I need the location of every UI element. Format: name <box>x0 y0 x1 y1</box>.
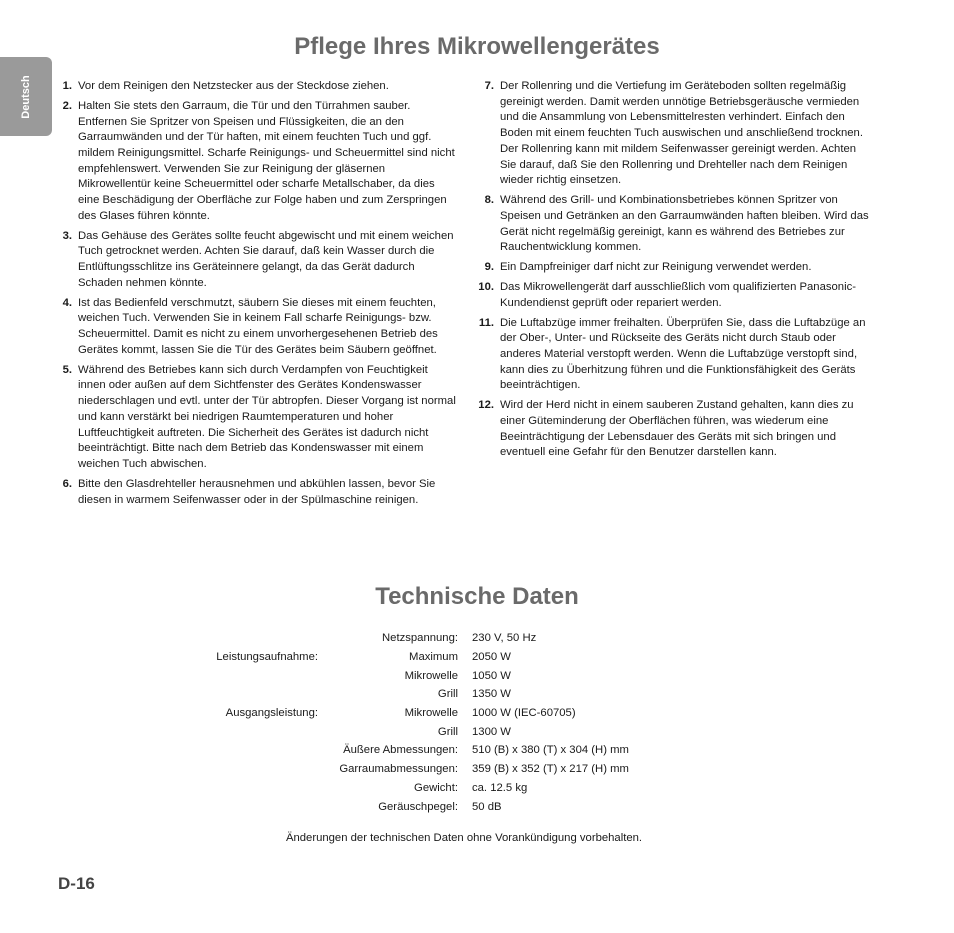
spec-label: Mikrowelle <box>404 707 458 720</box>
care-item-text: Ist das Bedienfeld verschmutzt, säubern Sie dieses mit einem feuchten, weichen Tuch. Verwenden Sie in keinem Fall scharfe Reinigungs- bzw. Scheuermittel. Damit es nicht zu einem unvorhergesehenen Betrieb des Gerätes kommt, lassen Sie die Tür des Gerätes beim Säubern geöffnet. <box>78 296 438 356</box>
care-item-text: Das Mikrowellengerät darf ausschließlich vom qualifizierten Panasonic-Kundendienst geprüft oder repariert werden. <box>500 281 857 309</box>
spec-group <box>198 629 318 648</box>
specs-table <box>0 629 954 816</box>
care-item-number: 1. <box>62 80 72 92</box>
spec-group <box>198 741 318 760</box>
spec-row <box>0 797 954 816</box>
care-item-text: Wird der Herd nicht in einem sauberen Zustand gehalten, kann dies zu einer Güteminderung der Oberflächen führen, was wiederum eine Beeinträchtigung der Lebensdauer des Geräts mit sich bringen und eventuell eine Gefahr für den Benutzer darstellen kann. <box>500 399 854 459</box>
page-number: D-16 <box>58 874 95 893</box>
spec-group <box>198 685 318 704</box>
spec-value: 1300 W <box>472 725 511 738</box>
spec-label: Garraumabmessungen: <box>339 763 458 776</box>
spec-label: Grill <box>437 725 458 738</box>
care-item-text: Das Gehäuse des Gerätes sollte feucht abgewischt und mit einem weichen Tuch getrocknet werden. Achten Sie darauf, daß kein Wasser durch die Entlüftungsschlitze ins Geräteinnere gelangt, da das Gerät dadurch Schaden nehmen könnte. <box>78 229 454 289</box>
spec-group <box>198 797 318 816</box>
spec-label: Geräuschpegel: <box>378 800 458 813</box>
language-tab <box>0 57 52 136</box>
spec-row <box>0 760 954 779</box>
spec-value: 230 V, 50 Hz <box>472 632 537 645</box>
care-item-5 <box>57 363 457 473</box>
care-item-1 <box>57 79 457 95</box>
care-item-number: 7. <box>484 80 494 92</box>
care-item-text: Bitte den Glasdrehteller herausnehmen und abkühlen lassen, bevor Sie diesen in warmem Seifenwasser oder in der Spülmaschine reinigen. <box>78 477 436 506</box>
spec-value: 359 (B) x 352 (T) x 217 (H) mm <box>472 763 629 776</box>
spec-value: 1350 W <box>472 688 511 701</box>
spec-value: 50 dB <box>472 800 502 813</box>
spec-label: Grill <box>437 688 458 701</box>
care-item-2 <box>57 99 457 225</box>
care-item-number: 3. <box>62 229 72 242</box>
spec-value: ca. 12.5 kg <box>472 781 528 794</box>
care-item-number: 4. <box>62 296 72 309</box>
care-item-text: Während des Betriebes kann sich durch Verdampfen von Feuchtigkeit innen oder außen auf dem Sichtfenster des Gerätes Kondenswasser niederschlagen und evtl. unter der Tür abtropfen. Dieser Vorgang ist normal und kann verstärkt bei niedrigen Raumtemperaturen und hoher Luftfeuchtigkeit auftreten. Die Sicherheit des Gerätes ist dadurch nicht beeinträchtigt. Bitte nach dem Betrieb das Kondenswasser mit einem weichen Tuch abwischen. <box>78 363 456 470</box>
spec-row <box>0 741 954 760</box>
care-item-4 <box>57 296 457 359</box>
care-item-text: Während des Grill- und Kombinationsbetriebes können Spritzer von Speisen und Getränken an den Garraumwänden haften bleiben. Wird das Gerät nicht regelmäßig gereinigt, kann es während des Betriebes zur Rauchentwicklung kommen. <box>500 194 869 254</box>
spec-label: Mikrowelle <box>404 669 458 682</box>
spec-row <box>0 666 954 685</box>
care-item-number: 5. <box>62 363 72 376</box>
spec-label: Äußere Abmessungen: <box>343 744 458 757</box>
care-item-12 <box>474 398 872 461</box>
care-item-text: Die Luftabzüge immer freihalten. Überprüfen Sie, dass die Luftabzüge an der Ober-, Unter- und Rückseite des Geräts nicht durch Staub oder anderes Material verstopft werden. Wenn die Luftabzüge verstopft sind, kann dies zu Überhitzung führen und die Funktionsfähigkeit des Geräts beeinträchtigen. <box>500 316 866 392</box>
spec-row <box>0 704 954 723</box>
care-item-6 <box>57 477 457 508</box>
care-item-9 <box>474 260 872 276</box>
spec-group <box>198 779 318 798</box>
spec-group <box>198 760 318 779</box>
spec-label: Netzspannung: <box>382 632 458 645</box>
care-item-number: 10. <box>478 281 494 293</box>
care-title: Pflege Ihres Mikrowellengerätes <box>294 33 660 60</box>
care-item-text: Der Rollenring und die Vertiefung im Geräteboden sollten regelmäßig gereinigt werden. Damit werden unnötige Betriebsgeräusche vermieden und die Ansammlung von Lebensmittelresten verhindert. Einfach den Boden mit einem feuchten Tuch auswischen und anschließend trocknen. Der Rollenring kann mit mildem Seifenwasser gereinigt werden. Achten Sie darauf, daß Sie den Rollenring und Drehteller nach dem Reinigen wieder richtig einsetzen. <box>500 80 863 187</box>
care-item-number: 6. <box>62 477 72 490</box>
spec-value: 1000 W (IEC-60705) <box>472 707 576 720</box>
care-item-text: Ein Dampfreiniger darf nicht zur Reinigung verwendet werden. <box>500 261 812 274</box>
language-tab-label: Deutsch <box>20 74 32 119</box>
spec-row <box>0 779 954 798</box>
care-item-7 <box>474 79 872 189</box>
spec-value: 510 (B) x 380 (T) x 304 (H) mm <box>472 744 629 757</box>
spec-group: Leistungsaufnahme: <box>216 651 318 664</box>
care-item-3 <box>57 229 457 292</box>
spec-group <box>198 666 318 685</box>
care-item-8 <box>474 193 872 256</box>
spec-row <box>0 629 954 648</box>
spec-row <box>0 648 954 667</box>
care-list-right <box>474 79 872 465</box>
care-item-text: Halten Sie stets den Garraum, die Tür und den Türrahmen sauber. Entfernen Sie Spritzer von Speisen und Flüssigkeiten, die an den Garraumwänden und der Tür haften, mit einem feuchten Tuch und ggf. mildem Reinigungsmittel. Scharfe Reinigungs- und Scheuermittel sind nicht empfehlenswert. Verwenden Sie zur Reinigung der gläsernen Mikrowellentür keine Scheuermittel oder scharfe Metallschaber, da dies eine Beschädigung der Oberfläche zur Folge haben und zum Zerspringen des Glases führen könnte. <box>78 99 455 222</box>
spec-value: 1050 W <box>472 669 511 682</box>
care-item-11 <box>474 316 872 395</box>
spec-value: 2050 W <box>472 651 511 664</box>
spec-row <box>0 722 954 741</box>
specs-title: Technische Daten <box>375 583 579 610</box>
care-item-number: 2. <box>62 99 72 112</box>
care-list-left <box>57 79 457 512</box>
care-item-10 <box>474 280 872 311</box>
spec-label: Gewicht: <box>414 781 458 794</box>
care-item-number: 8. <box>484 194 494 207</box>
spec-group <box>198 722 318 741</box>
spec-row <box>0 685 954 704</box>
spec-label: Maximum <box>409 651 458 664</box>
care-item-number: 12. <box>478 399 494 412</box>
care-item-number: 9. <box>484 261 494 274</box>
care-item-text: Vor dem Reinigen den Netzstecker aus der Steckdose ziehen. <box>78 80 389 92</box>
specs-note: Änderungen der technischen Daten ohne Vorankündigung vorbehalten. <box>285 832 643 844</box>
care-item-number: 11. <box>478 316 494 329</box>
spec-group: Ausgangsleistung: <box>225 707 318 720</box>
